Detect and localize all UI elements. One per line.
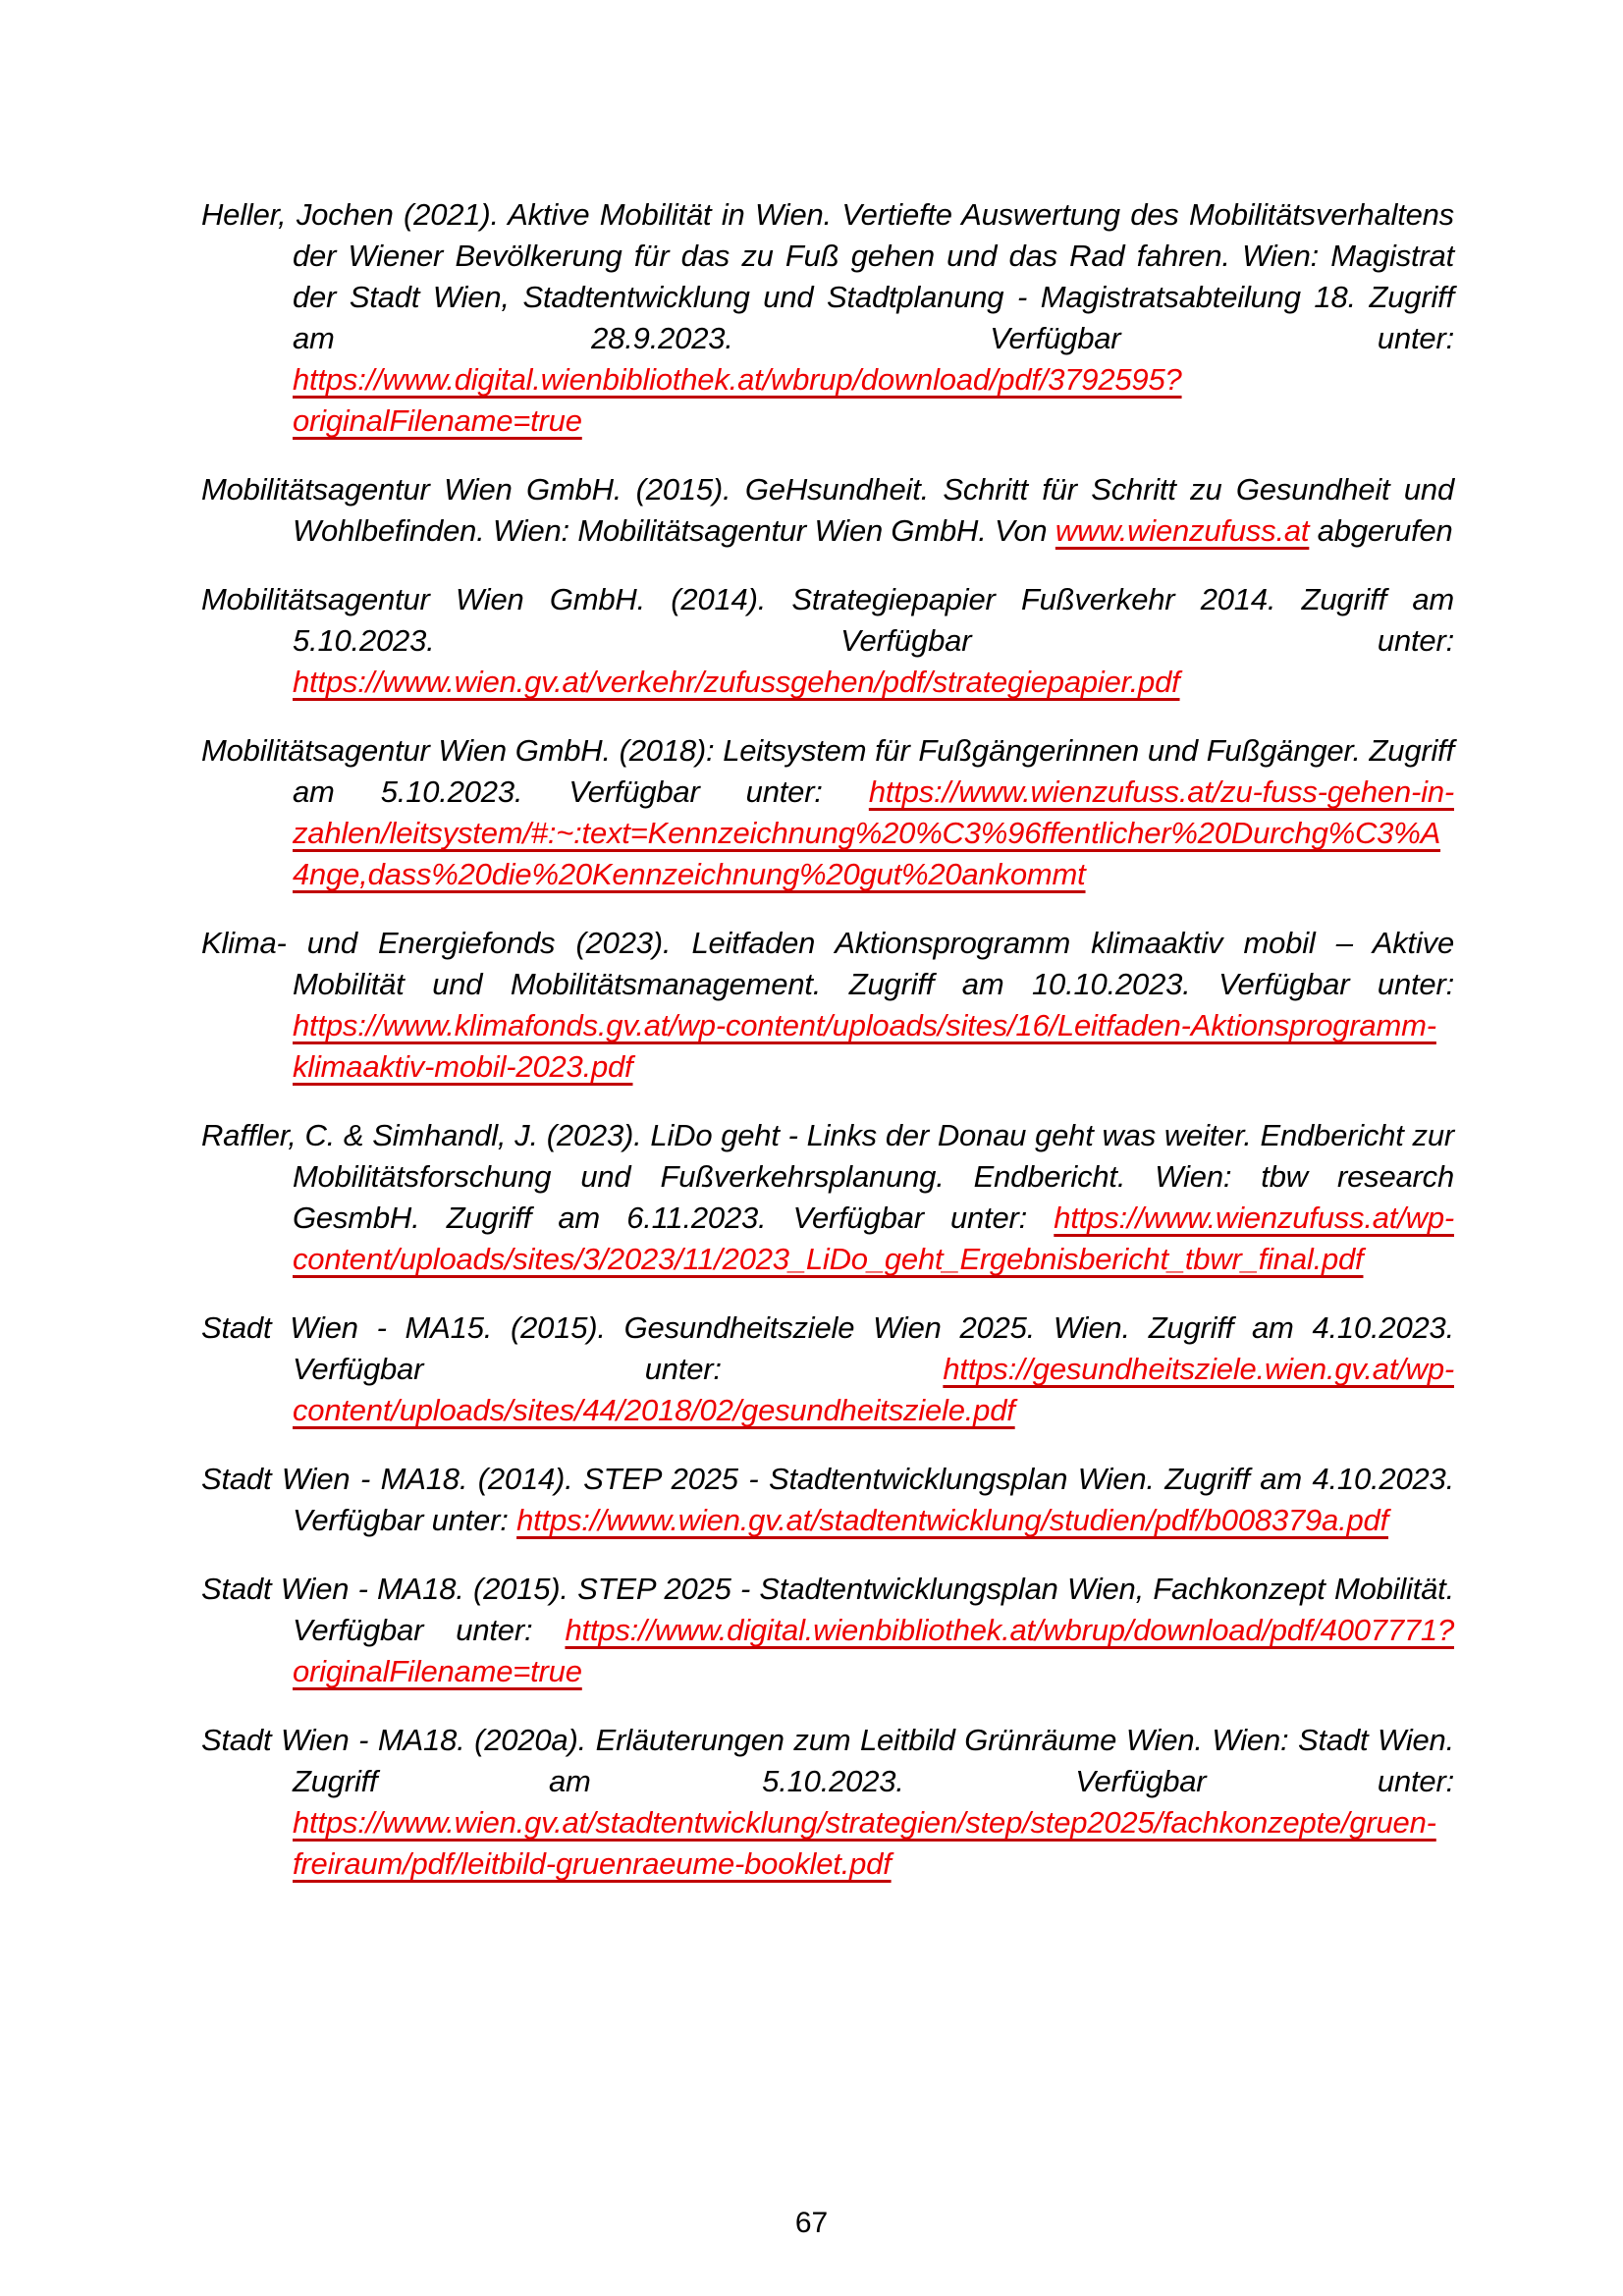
reference-link[interactable]: www.wienzufuss.at	[1055, 513, 1310, 548]
reference-link[interactable]: https://gesundheitsziele.wien.gv.at/wp-content/uploads/sites/44/2018/02/gesundheitsziele.pdf	[293, 1352, 1454, 1427]
reference-text: Stadt Wien - MA18. (2020a). Erläuterungen zum Leitbild Grünräume Wien. Wien: Stadt Wien. Zugriff am 5.10.2023. Verfügbar unter:	[201, 1723, 1454, 1798]
reference-text: Stadt Wien - MA15. (2015). Gesundheitsziele Wien 2025. Wien. Zugriff am 4.10.2023. Verfügbar unter:	[201, 1310, 1454, 1386]
reference-text: Heller, Jochen (2021). Aktive Mobilität in Wien. Vertiefte Auswertung des Mobilitätsverhaltens der Wiener Bevölkerung für das zu Fuß gehen und das Rad fahren. Wien: Magistrat der Stadt Wien, Stadtentwicklung und Stadtplanung - Magistratsabteilung 18. Zugriff am 28.9.2023. Verfügbar unter:	[201, 197, 1454, 355]
reference-entry	[201, 579, 1454, 703]
reference-link[interactable]: https://www.wien.gv.at/verkehr/zufussgehen/pdf/strategiepapier.pdf	[293, 665, 1180, 699]
reference-entry	[201, 1459, 1454, 1541]
reference-entry	[201, 194, 1454, 442]
reference-text: Klima- und Energiefonds (2023). Leitfaden Aktionsprogramm klimaaktiv mobil – Aktive Mobilität und Mobilitätsmanagement. Zugriff am 10.10.2023. Verfügbar unter:	[201, 926, 1454, 1001]
reference-entry	[201, 1720, 1454, 1885]
reference-entry	[201, 730, 1454, 895]
reference-link[interactable]: https://www.wienzufuss.at/wp-content/uploads/sites/3/2023/11/2023_LiDo_geht_Ergebnisbericht_tbwr_final.pdf	[293, 1201, 1454, 1276]
reference-text: Mobilitätsagentur Wien GmbH. (2015). GeHsundheit. Schritt für Schritt zu Gesundheit und Wohlbefinden. Wien: Mobilitätsagentur Wien GmbH. Von	[201, 472, 1454, 548]
reference-text: Mobilitätsagentur Wien GmbH. (2014). Strategiepapier Fußverkehr 2014. Zugriff am 5.10.2023. Verfügbar unter:	[201, 582, 1454, 658]
reference-entry	[201, 1569, 1454, 1692]
reference-text: Mobilitätsagentur Wien GmbH. (2018): Leitsystem für Fußgängerinnen und Fußgänger. Zugriff am 5.10.2023. Verfügbar unter:	[201, 733, 1454, 809]
reference-link[interactable]: https://www.digital.wienbibliothek.at/wbrup/download/pdf/3792595?originalFilename=true	[293, 362, 1182, 438]
reference-link[interactable]: https://www.wien.gv.at/stadtentwicklung/studien/pdf/b008379a.pdf	[516, 1503, 1389, 1537]
reference-entry	[201, 1115, 1454, 1280]
reference-link[interactable]: https://www.klimafonds.gv.at/wp-content/uploads/sites/16/Leitfaden-Aktionsprogramm-klimaaktiv-mobil-2023.pdf	[293, 1008, 1436, 1084]
page-number: 67	[794, 2207, 829, 2239]
reference-link[interactable]: https://www.wien.gv.at/stadtentwicklung/strategien/step/step2025/fachkonzepte/gruen-freiraum/pdf/leitbild-gruenraeume-booklet.pdf	[293, 1805, 1436, 1881]
references-list	[201, 194, 1454, 1912]
reference-text: Stadt Wien - MA18. (2014). STEP 2025 - Stadtentwicklungsplan Wien. Zugriff am 4.10.2023. Verfügbar unter:	[201, 1462, 1454, 1537]
reference-entry	[201, 923, 1454, 1088]
reference-link[interactable]: https://www.wienzufuss.at/zu-fuss-gehen-in-zahlen/leitsystem/#:~:text=Kennzeichnung%20%C3%96ffentlicher%20Durchg%C3%A4nge,dass%20die%20Kennzeichnung%20gut%20ankommt	[293, 774, 1454, 891]
reference-entry	[201, 469, 1454, 552]
reference-text: Stadt Wien - MA18. (2015). STEP 2025 - Stadtentwicklungsplan Wien, Fachkonzept Mobilität. Verfügbar unter:	[201, 1572, 1454, 1647]
reference-entry	[201, 1308, 1454, 1431]
reference-text: abgerufen	[1309, 513, 1453, 548]
reference-link[interactable]: https://www.digital.wienbibliothek.at/wbrup/download/pdf/4007771?originalFilename=true	[293, 1613, 1454, 1688]
reference-text: Raffler, C. & Simhandl, J. (2023). LiDo geht - Links der Donau geht was weiter. Endbericht zur Mobilitätsforschung und Fußverkehrsplanung. Endbericht. Wien: tbw research GesmbH. Zugriff am 6.11.2023. Verfügbar unter:	[201, 1118, 1454, 1235]
